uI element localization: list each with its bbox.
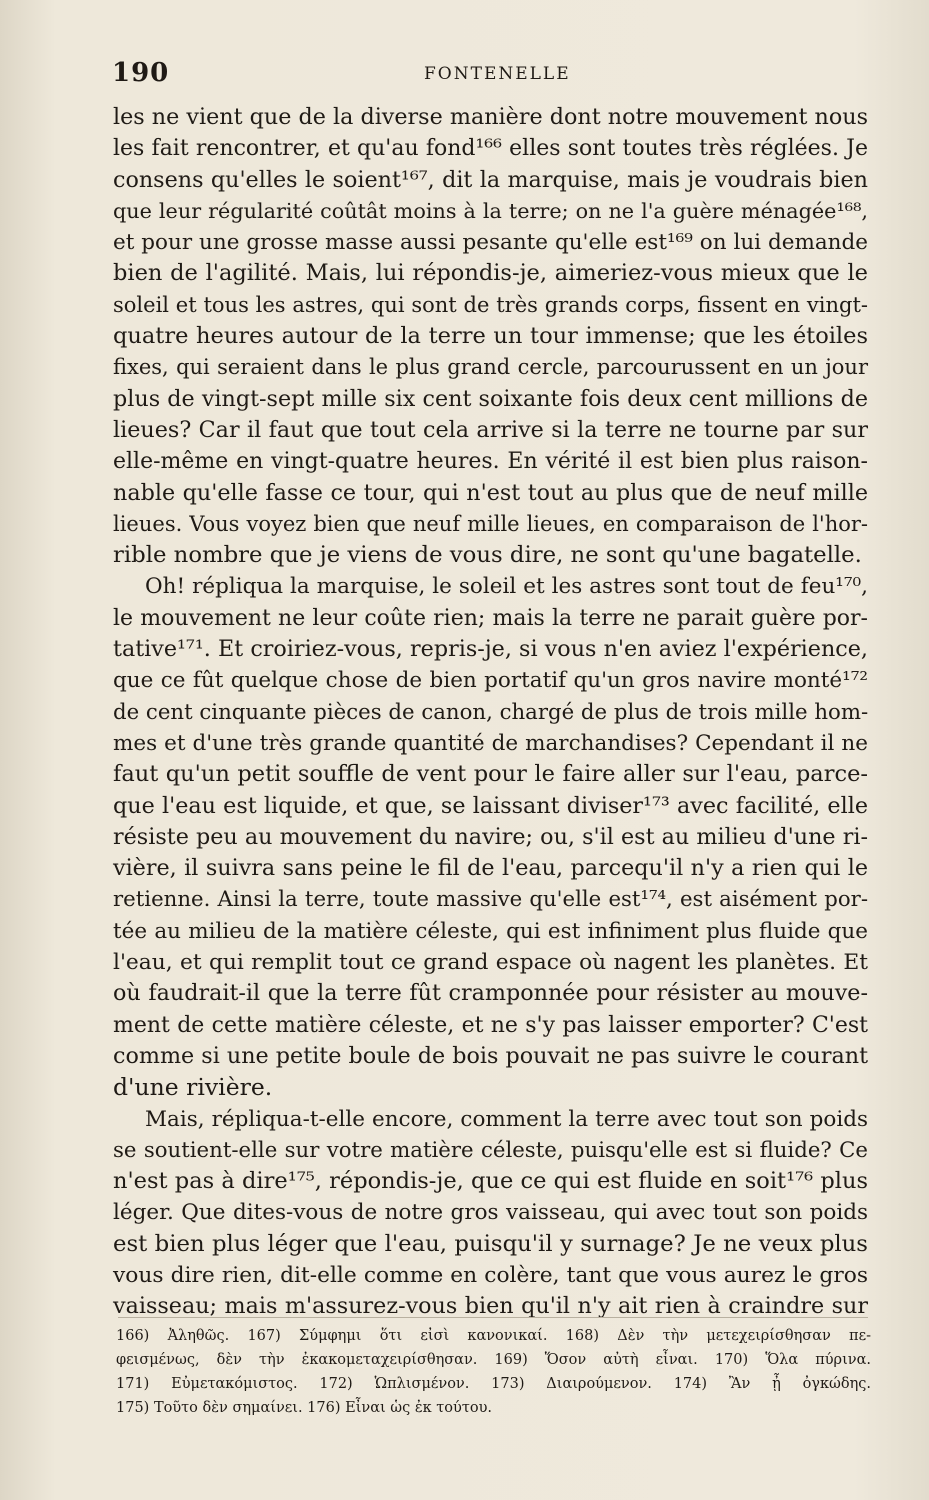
page-number: 190: [112, 58, 170, 88]
footnote-line: 166) Ἀληθῶς. 167) Σύμφημι ὅτι εἰσὶ κανονικαί. 168) Δὲν τὴν μετεχειρίσθησαν πε-: [116, 1328, 871, 1344]
text-line: vaisseau; mais m'assurez-vous bien qu'il n'y ait rien à craindre sur: [113, 1293, 868, 1320]
text-line: vous dire rien, dit-elle comme en colère, tant que vous aurez le gros: [113, 1262, 868, 1288]
text-line: les fait rencontrer, et qu'au fond¹⁶⁶ elles sont toutes très réglées. Je: [113, 136, 868, 162]
text-line: léger. Que dites-vous de notre gros vaisseau, qui avec tout son poids: [113, 1200, 868, 1226]
text-line: que leur régularité coûtât moins à la terre; on ne l'a guère ménagée¹⁶⁸,: [113, 198, 868, 223]
footnote-line: φεισμένως, δὲν τὴν ἐκακομεταχειρίσθησαν. 169) Ὅσον αὐτὴ εἶναι. 170) Ὅλα πύρινα.: [116, 1352, 871, 1368]
text-line: elle-même en vingt-quatre heures. En vérité il est bien plus raison-: [113, 449, 868, 475]
footnote-divider: [118, 1317, 868, 1318]
text-line: consens qu'elles le soient¹⁶⁷, dit la marquise, mais je voudrais bien: [113, 166, 868, 193]
text-line: de cent cinquante pièces de canon, chargé de plus de trois mille hom-: [113, 699, 869, 725]
text-line: que l'eau est liquide, et que, se laissant diviser¹⁷³ avec facilité, elle: [113, 792, 868, 819]
text-line: se soutient-elle sur votre matière céleste, puisqu'elle est si fluide? Ce: [113, 1137, 868, 1163]
text-line: quatre heures autour de la terre un tour immense; que les étoiles: [113, 323, 868, 350]
text-line: tative¹⁷¹. Et croiriez-vous, repris-je, si vous n'en aviez l'expérience,: [113, 636, 868, 663]
page-header: [112, 58, 872, 92]
text-line: vière, il suivra sans peine le fil de l'eau, parcequ'il n'y a rien qui le: [113, 855, 868, 882]
text-line: tée au milieu de la matière céleste, qui est infiniment plus fluide que: [113, 918, 868, 944]
text-line: retienne. Ainsi la terre, toute massive qu'elle est¹⁷⁴, est aisément por-: [113, 887, 868, 913]
footnotes: [116, 1324, 871, 1420]
text-line: est bien plus léger que l'eau, puisqu'il y surnage? Je ne veux plus: [113, 1230, 868, 1257]
running-head: FONTENELLE: [424, 64, 571, 84]
text-line: bien de l'agilité. Mais, lui répondis-je, aimeriez-vous mieux que le: [113, 260, 868, 287]
text-line: faut qu'un petit souffle de vent pour le faire aller sur l'eau, parce-: [113, 761, 868, 788]
text-line: le mouvement ne leur coûte rien; mais la terre ne parait guère por-: [113, 605, 868, 631]
text-line: d'une rivière.: [113, 1073, 273, 1102]
text-line: Oh! répliqua la marquise, le soleil et les astres sont tout de feu¹⁷⁰,: [145, 574, 868, 600]
body-text: [113, 102, 868, 1323]
text-line: et pour une grosse masse aussi pesante qu'elle est¹⁶⁹ on lui demande: [113, 230, 868, 256]
text-line: où faudrait-il que la terre fût cramponnée pour résister au mouve-: [113, 980, 868, 1007]
text-line: les ne vient que de la diverse manière dont notre mouvement nous: [113, 104, 868, 130]
text-line: nable qu'elle fasse ce tour, qui n'est tout au plus que de neuf mille: [113, 479, 868, 506]
text-line: lieues? Car il faut que tout cela arrive si la terre ne tourne par sur: [113, 416, 868, 443]
text-line: lieues. Vous voyez bien que neuf mille lieues, en comparaison de l'hor-: [113, 511, 868, 536]
text-line: comme si une petite boule de bois pouvait ne pas suivre le courant: [113, 1042, 869, 1069]
text-line: fixes, qui seraient dans le plus grand cercle, parcourussent en un jour: [113, 355, 868, 380]
text-line: mes et d'une très grande quantité de marchandises? Cependant il ne: [113, 730, 868, 756]
footnote-line: 175) Τοῦτο δὲν σημαίνει. 176) Εἶναι ὡς ἐκ τούτου.: [116, 1400, 493, 1416]
text-line: n'est pas à dire¹⁷⁵, répondis-je, que ce qui est fluide en soit¹⁷⁶ plus: [113, 1168, 868, 1195]
text-line: soleil et tous les astres, qui sont de très grands corps, fissent en vingt-: [113, 292, 868, 317]
text-line: plus de vingt-sept mille six cent soixante fois deux cent millions de: [113, 385, 868, 412]
text-line: que ce fût quelque chose de bien portatif qu'un gros navire monté¹⁷²: [113, 668, 868, 694]
text-line: résiste peu au mouvement du navire; ou, s'il est au milieu d'une ri-: [113, 823, 868, 850]
footnote-line: 171) Εὐμετακόμιστος. 172) Ὡπλισμένον. 173) Διαιρούμενον. 174) Ἂν ᾖ ὀγκώδης.: [116, 1376, 871, 1392]
text-line: l'eau, et qui remplit tout ce grand espace où nagent les planètes. Et: [113, 950, 868, 976]
text-line: rible nombre que je viens de vous dire, ne sont qu'une bagatelle.: [113, 542, 862, 569]
text-line: ment de cette matière céleste, et ne s'y pas laisser emporter? C'est: [113, 1012, 868, 1038]
text-line: Mais, répliqua-t-elle encore, comment la terre avec tout son poids: [145, 1106, 868, 1132]
